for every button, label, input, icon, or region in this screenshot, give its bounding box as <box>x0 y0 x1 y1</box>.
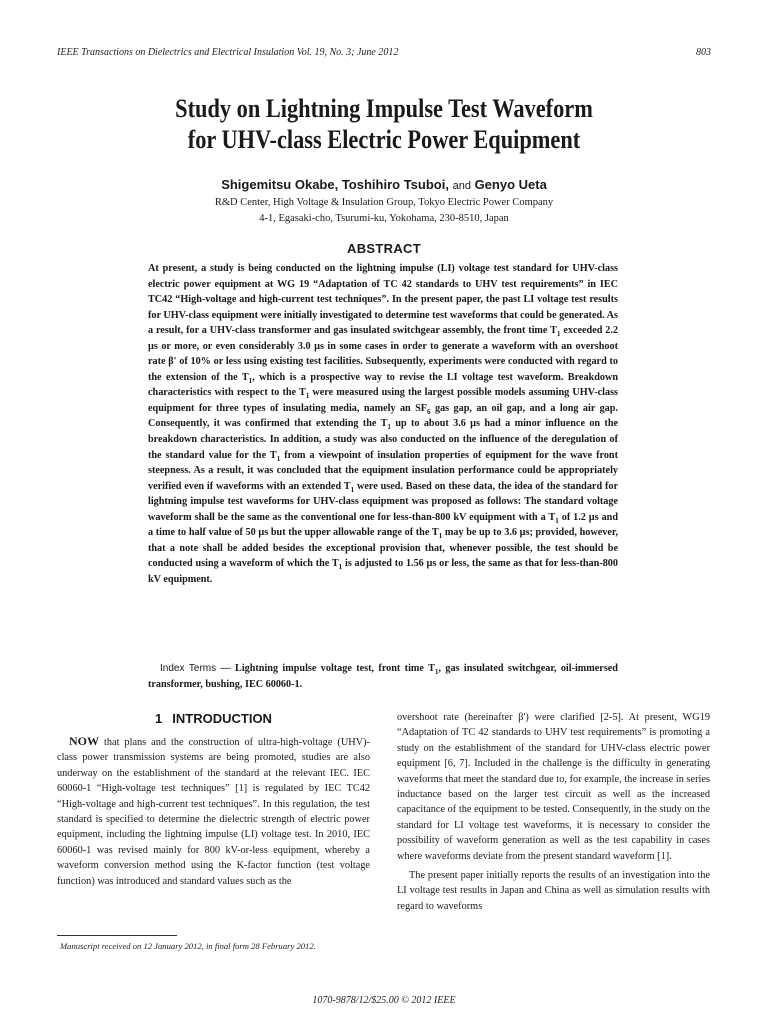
paragraph-text: that plans and the construction of ultra-high-voltage (UHV)-class power transmission systems are being promoted, studies are also underway on the establishment of the standard at the relevant IEC. IEC 60060-1 “High-voltage test techniques” [1] is regulated by IEC TC42 “High-voltage and high-current test techniques”. In this regulation, the test standard is specified to determine the dielectric strength of electric power equipment, including the lightning impulse (LI) voltage test. In 2010, IEC 60060-1 was revised mainly for 800 kV-or-less equipment, whereby a waveform conversion method using the K-factor function (test voltage function) was introduced and standard values such as the <box>57 737 370 887</box>
index-terms-text: , gas insulated switchgear, oil-immersed transformer, bushing, IEC 60060-1. <box>148 663 618 690</box>
abstract-text: were measured using the largest possible models assuming UHV-class equipment for three types of insulating media, namely an SF <box>148 387 618 414</box>
paragraph-continued: overshoot rate (hereinafter β') were clarified [2-5]. At present, WG19 “Adaptation of TC 42 standards to UHV test requirements” is promoting a study on the establishment of the standard for UHV-class electric power equipment [6, 7]. Included in the challenge is the difficulty in generating waveforms that meet the standard due to, for example, the increase in series inductance based on the larger test circuit as well as the increased capacitance of the equipment to be tested. Consequently, in the study on the standard for LI voltage test waveforms, it is necessary to consider the possibility of waveform generation as well as the test capability in cases where waveforms deviate from the present standard waveform [1]. <box>397 712 710 862</box>
abstract-text: may be up to 3.6 µs; provided, however, that a note shall be added besides the exceptional provision that, whenever possible, the test should be conducted using a waveform of which the T <box>148 527 618 570</box>
abstract-text: exceeded 2.2 µs or more, or even considerably 3.0 µs in some cases in order to generate a waveform with an overshoot rate β' of 10% or less using existing test facilities. Subsequently, experiments were conducted with regard to the extension of the T <box>148 325 618 383</box>
page-number: 803 <box>696 47 711 58</box>
abstract-text: from a viewpoint of insulation properties of equipment for the wave front steepness. As a result, it was concluded that the equipment insulation performance could be appropriately verified even if waveforms with an extended T <box>148 449 618 492</box>
intro-paragraph <box>57 734 370 889</box>
abstract-heading: ABSTRACT <box>347 241 421 256</box>
subscript: 1 <box>387 423 391 432</box>
manuscript-footnote: Manuscript received on 12 January 2012, in final form 28 February 2012. <box>60 941 316 951</box>
section-number: 1 <box>155 711 163 726</box>
abstract-text: were used. Based on these data, the idea of the standard for lightning impulse test waveforms for UHV-class equipment was proposed as follows: The standard voltage waveform shall be the same as the conventional one for less-than-800 kV equipment with a T <box>148 480 618 523</box>
title-line-2: for UHV-class Electric Power Equipment <box>187 125 581 154</box>
right-column <box>397 710 710 914</box>
subscript: 6 <box>427 407 431 416</box>
paper-title <box>105 93 662 155</box>
subscript: 1 <box>555 516 559 525</box>
author-names-2: Genyo Ueta <box>474 177 547 192</box>
abstract-text: , which is a prospective way to revise the LI voltage test waveform. Breakdown characteristics with respect to the T <box>148 371 618 399</box>
subscript: 1 <box>438 532 443 541</box>
abstract-text: up to about 3.6 µs had a minor influence on the breakdown characteristics. In addition, a study was also conducted on the influence of the deregulation of the standard value for the T <box>148 418 619 461</box>
section-title: INTRODUCTION <box>172 711 272 726</box>
journal-header: IEEE Transactions on Dielectrics and Electrical Insulation Vol. 19, No. 3; June 2012 <box>57 47 399 58</box>
footnote-divider <box>57 935 177 936</box>
subscript: 1 <box>556 330 561 339</box>
affiliation-line-1: R&D Center, High Voltage & Insulation Group, Tokyo Electric Power Company <box>214 197 554 208</box>
author-list <box>60 177 708 192</box>
abstract-text: is adjusted to 1.56 µs or less, the same as that for less-than-800 kV equipment. <box>148 558 618 585</box>
subscript: 1 <box>338 563 343 572</box>
abstract-text: gas gap, an oil gap, and a long air gap. Consequently, it was confirmed that extending the T <box>148 402 618 430</box>
author-conjunction: and <box>452 180 471 192</box>
affiliation <box>60 195 708 227</box>
index-terms <box>148 661 618 692</box>
index-terms-text: Lightning impulse voltage test, front time T <box>235 663 435 674</box>
paragraph: The present paper initially reports the results of an investigation into the LI voltage test results in Japan and China as well as simulation results with regard to waveforms <box>397 870 710 912</box>
subscript: 1 <box>248 376 253 385</box>
copyright-footer: 1070-9878/12/$25.00 © 2012 IEEE <box>312 995 456 1006</box>
section-heading <box>57 711 370 726</box>
index-terms-label: Index Terms <box>160 663 217 674</box>
abstract-body <box>148 261 618 587</box>
index-terms-dash: — <box>216 663 236 674</box>
subscript: 1 <box>305 392 310 401</box>
title-line-1: Study on Lightning Impulse Test Waveform <box>175 94 593 123</box>
subscript: 1 <box>276 454 281 463</box>
subscript: 1 <box>434 668 439 677</box>
affiliation-line-2: 4-1, Egasaki-cho, Tsurumi-ku, Yokohama, 230-8510, Japan <box>259 213 509 224</box>
abstract-text: At present, a study is being conducted on the lightning impulse (LI) voltage test standard for UHV-class electric power equipment at WG 19 “Adaptation of TC 42 standards to UHV test requirements” in IEC TC42 “High-voltage and high-current test techniques”. In the present paper, the past LI voltage test results for UHV-class equipment were initially investigated to determine test waveforms that could be generated. As a result, for a UHV-class transformer and gas insulated switchgear assembly, the front time T <box>148 263 618 337</box>
left-column <box>57 734 370 889</box>
author-names-1: Shigemitsu Okabe, Toshihiro Tsuboi, <box>221 177 449 192</box>
abstract-text: of 1.2 µs and a time to half value of 50 µs but the upper allowable range of the T <box>148 511 618 539</box>
lead-word: NOW <box>69 734 99 748</box>
subscript: 1 <box>350 485 355 494</box>
